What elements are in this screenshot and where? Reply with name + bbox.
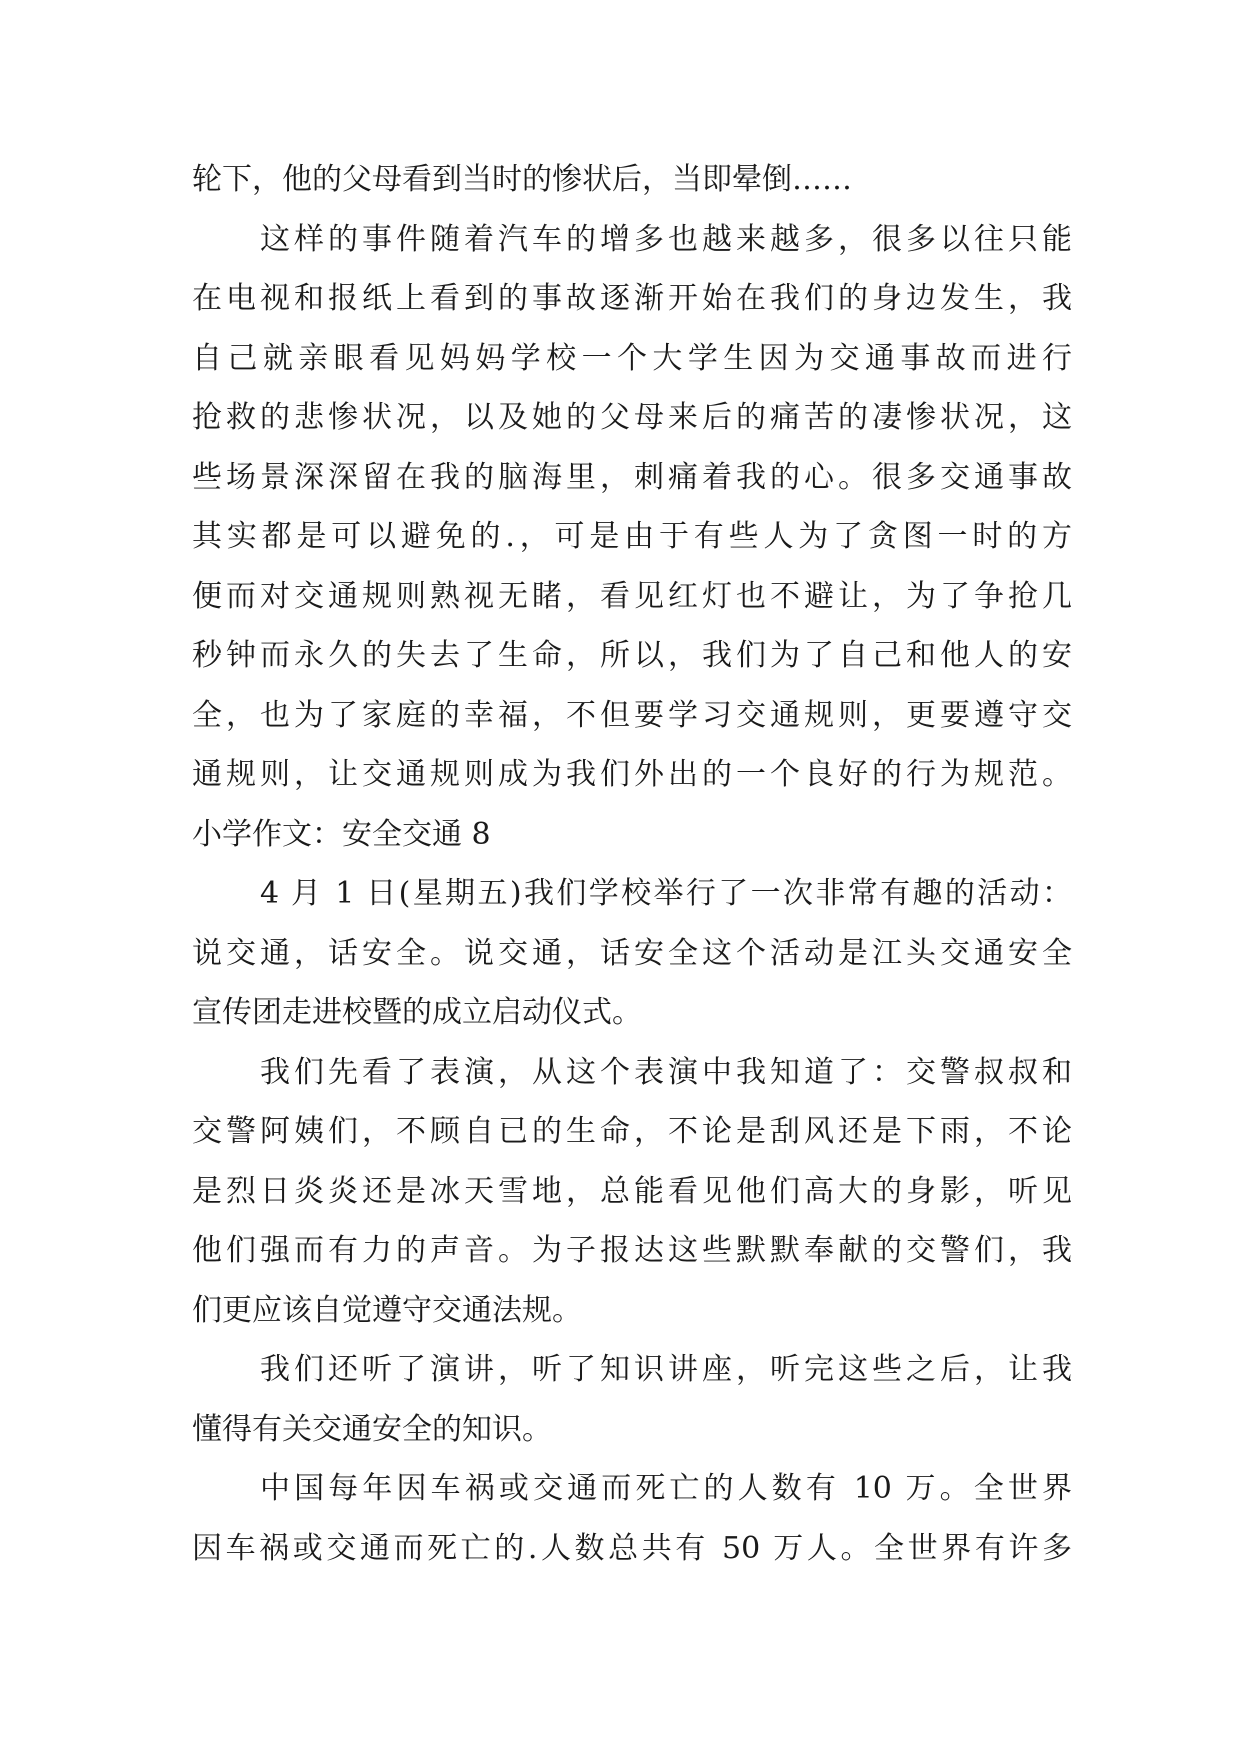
text-line: 们更应该自觉遵守交通法规。 [192,1292,582,1328]
text-line: 通规则，让交通规则成为我们外出的一个良好的行为规范。 [192,757,1072,792]
text-line: 秒钟而永久的失去了生命，所以，我们为了自己和他人的安 [192,638,1072,673]
text-line: 说交通，话安全。说交通，话安全这个活动是江头交通安全 [192,935,1072,971]
text-line: 在电视和报纸上看到的事故逐渐开始在我们的身边发生，我 [192,281,1072,316]
text-line: 懂得有关交通安全的知识。 [192,1411,552,1447]
document-body [192,150,1072,1578]
text-line: 便而对交通规则熟视无睹，看见红灯也不避让，为了争抢几 [192,578,1072,614]
text-line: 是烈日炎炎还是冰天雪地，总能看见他们高大的身影，听见 [192,1173,1072,1209]
text-line: 这样的事件随着汽车的增多也越来越多，很多以往只能 [260,221,1072,257]
text-line: 轮下，他的父母看到当时的惨状后，当即晕倒…… [192,162,852,197]
text-line: 自己就亲眼看见妈妈学校一个大学生因为交通事故而进行 [192,340,1072,376]
text-line: 宣传团走进校暨的成立启动仪式。 [192,995,642,1030]
text-line: 交警阿姨们，不顾自已的生命，不论是刮风还是下雨，不论 [192,1114,1072,1149]
text-line: 些场景深深留在我的脑海里，刺痛着我的心。很多交通事故 [192,459,1072,495]
text-line: 抢救的悲惨状况，以及她的父母来后的痛苦的凄惨状况，这 [192,400,1072,435]
text-line: 小学作文：安全交通 8 [192,816,491,852]
text-line: 其实都是可以避免的.，可是由于有些人为了贪图一时的方 [192,519,1072,554]
text-line: 我们还听了演讲，听了知识讲座，听完这些之后，让我 [260,1352,1072,1387]
text-line: 4 月 1 日(星期五)我们学校举行了一次非常有趣的活动： [260,876,1072,911]
text-line: 他们强而有力的声音。为子报达这些默默奉献的交警们，我 [192,1233,1072,1268]
text-line: 因车祸或交通而死亡的.人数总共有 50 万人。全世界有许多 [192,1530,1072,1566]
text-line: 我们先看了表演，从这个表演中我知道了：交警叔叔和 [260,1054,1072,1090]
text-line: 全，也为了家庭的幸福，不但要学习交通规则，更要遵守交 [192,697,1072,733]
text-line: 中国每年因车祸或交通而死亡的人数有 10 万。全世界 [260,1471,1072,1506]
